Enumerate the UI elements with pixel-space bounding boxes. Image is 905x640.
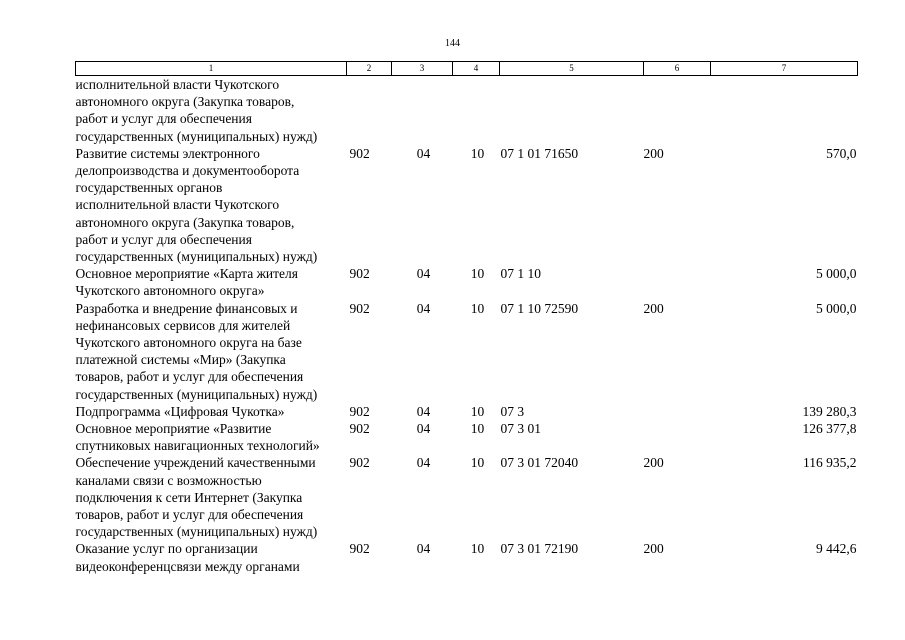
table-row (76, 265, 858, 299)
table-row (76, 540, 858, 574)
item-name-cell (76, 145, 347, 265)
subsection-cell (453, 76, 500, 145)
section-cell: 04 (416, 145, 431, 161)
item-name-line: товаров, работ и услуг для обеспечения (75, 369, 304, 385)
table-body (76, 76, 858, 575)
target-article-cell: 07 3 01 (500, 421, 541, 437)
item-name-line: работ и услуг для обеспечения (75, 111, 252, 127)
item-name-line: Основное мероприятие «Развитие (75, 421, 272, 437)
subsection-cell: 10 (470, 403, 485, 419)
subsection-cell: 10 (470, 455, 485, 471)
item-name-line: нефинансовых сервисов для жителей (75, 317, 291, 333)
table-row (76, 76, 858, 145)
table-row (76, 145, 858, 265)
expense-type-cell (644, 420, 711, 454)
section-cell: 04 (416, 421, 431, 437)
code-administrator-cell: 902 (349, 266, 370, 282)
item-name-line: исполнительной власти Чукотского (75, 197, 280, 213)
subsection-cell: 10 (470, 300, 485, 316)
expense-type-cell: 200 (643, 541, 664, 557)
item-name-line: государственных (муниципальных) нужд) (75, 249, 318, 265)
item-name-line: государственных (муниципальных) нужд) (75, 128, 318, 144)
code-administrator-cell: 902 (349, 455, 370, 471)
amount-cell: 5 000,0 (816, 300, 857, 316)
section-cell: 04 (416, 455, 431, 471)
item-name-line: делопроизводства и документооборота (75, 163, 300, 179)
expense-type-cell: 200 (643, 145, 664, 161)
target-article-cell (500, 76, 644, 145)
table-row (76, 454, 858, 540)
header-row (76, 62, 858, 76)
column-header: 4 (453, 62, 500, 76)
table-row (76, 300, 858, 403)
expense-type-cell: 200 (643, 300, 664, 316)
item-name-line: автономного округа (Закупка товаров, (75, 94, 295, 110)
target-article-cell: 07 3 01 72190 (500, 541, 579, 557)
amount-cell: 9 442,6 (816, 541, 857, 557)
amount-cell: 126 377,8 (802, 421, 857, 437)
item-name-line: Чукотского автономного округа на базе (75, 335, 302, 351)
section-cell: 04 (416, 403, 431, 419)
column-header: 3 (392, 62, 453, 76)
item-name-line: государственных органов (75, 180, 223, 196)
code-administrator-cell: 902 (349, 421, 370, 437)
item-name-line: Подпрограмма «Цифровая Чукотка» (75, 403, 285, 419)
page-number: 144 (445, 38, 460, 49)
expense-type-cell (644, 403, 711, 420)
expense-type-cell (644, 76, 711, 145)
item-name-line: Разработка и внедрение финансовых и (75, 300, 298, 316)
amount-cell: 116 935,2 (803, 455, 857, 471)
target-article-cell: 07 1 10 72590 (500, 300, 579, 316)
column-header: 1 (76, 62, 347, 76)
item-name-cell (76, 300, 347, 403)
item-name-line: видеоконференцсвязи между органами (75, 558, 300, 574)
amount-cell (711, 76, 858, 145)
item-name-line: платежной системы «Мир» (Закупка (75, 352, 286, 368)
item-name-cell (76, 540, 347, 574)
item-name-line: Оказание услуг по организации (75, 541, 258, 557)
section-cell: 04 (416, 541, 431, 557)
column-header: 5 (500, 62, 644, 76)
code-administrator-cell (347, 76, 392, 145)
item-name-line: подключения к сети Интернет (Закупка (75, 489, 303, 505)
item-name-line: спутниковых навигационных технологий» (75, 438, 320, 454)
item-name-line: автономного округа (Закупка товаров, (75, 214, 295, 230)
table-row (76, 420, 858, 454)
amount-cell: 570,0 (826, 145, 857, 161)
target-article-cell: 07 1 01 71650 (500, 145, 579, 161)
subsection-cell: 10 (470, 541, 485, 557)
item-name-line: Обеспечение учреждений качественными (75, 455, 316, 471)
item-name-line: государственных (муниципальных) нужд) (75, 524, 318, 540)
section-cell (392, 76, 453, 145)
amount-cell: 139 280,3 (802, 403, 857, 419)
table-row (76, 403, 858, 420)
section-cell: 04 (416, 300, 431, 316)
item-name-line: Развитие системы электронного (75, 145, 260, 161)
item-name-line: Основное мероприятие «Карта жителя (75, 266, 298, 282)
code-administrator-cell: 902 (349, 403, 370, 419)
column-header: 6 (644, 62, 711, 76)
expense-type-cell: 200 (643, 455, 664, 471)
column-header: 7 (711, 62, 858, 76)
item-name-line: государственных (муниципальных) нужд) (75, 386, 318, 402)
amount-cell: 5 000,0 (816, 266, 857, 282)
subsection-cell: 10 (470, 266, 485, 282)
column-header: 2 (347, 62, 392, 76)
target-article-cell: 07 3 (500, 403, 525, 419)
item-name-cell (76, 76, 347, 145)
item-name-line: каналами связи с возможностью (75, 472, 262, 488)
item-name-line: работ и услуг для обеспечения (75, 231, 252, 247)
expense-type-cell (644, 265, 711, 299)
subsection-cell: 10 (470, 145, 485, 161)
code-administrator-cell: 902 (349, 300, 370, 316)
code-administrator-cell: 902 (349, 541, 370, 557)
section-cell: 04 (416, 266, 431, 282)
item-name-cell (76, 420, 347, 454)
item-name-cell (76, 403, 347, 420)
budget-table (75, 61, 858, 575)
item-name-cell (76, 265, 347, 299)
item-name-cell (76, 454, 347, 540)
code-administrator-cell: 902 (349, 145, 370, 161)
item-name-line: исполнительной власти Чукотского (75, 77, 280, 92)
target-article-cell: 07 3 01 72040 (500, 455, 579, 471)
target-article-cell: 07 1 10 (500, 266, 541, 282)
subsection-cell: 10 (470, 421, 485, 437)
item-name-line: товаров, работ и услуг для обеспечения (75, 507, 304, 523)
item-name-line: Чукотского автономного округа» (75, 283, 265, 299)
